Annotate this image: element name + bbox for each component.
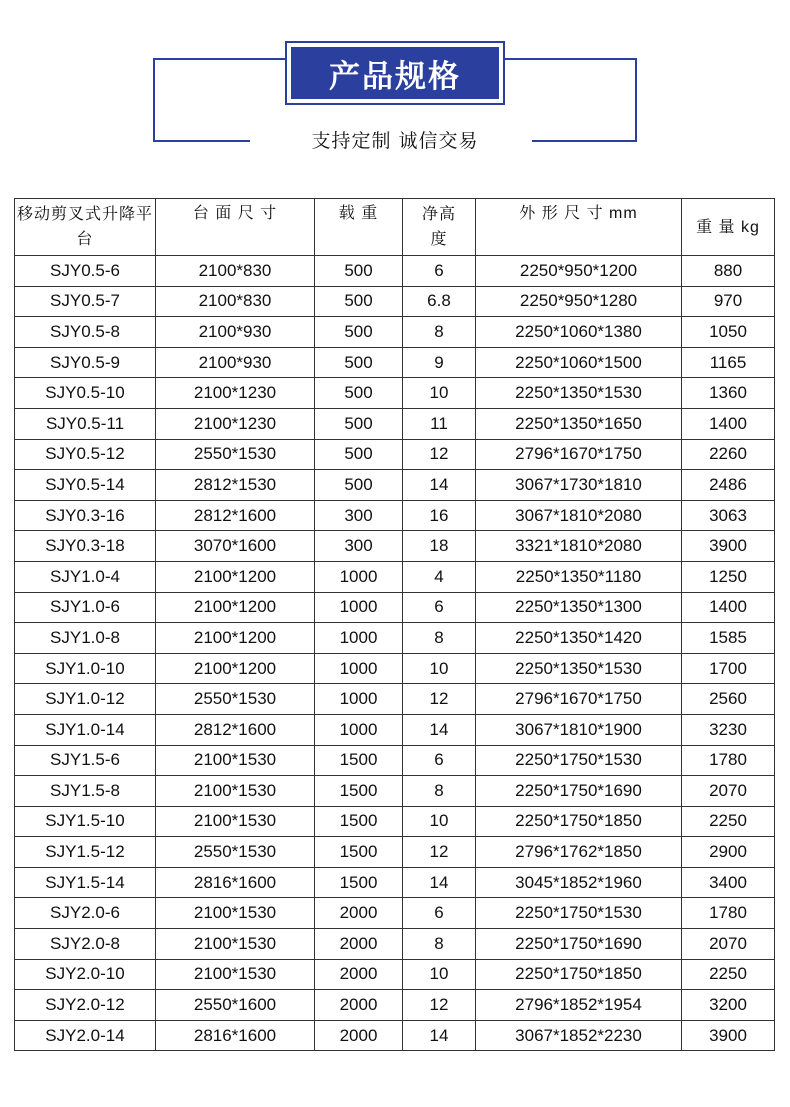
dimensions-cell: 2250*1750*1690: [476, 929, 682, 960]
model-cell: SJY0.5-10: [15, 378, 156, 409]
table-row: [15, 806, 775, 837]
model-cell: SJY2.0-12: [15, 990, 156, 1021]
dimensions-cell: 2250*1750*1850: [476, 806, 682, 837]
height-cell: 14: [403, 867, 476, 898]
load-cell: 500: [315, 378, 403, 409]
model-cell: SJY1.5-8: [15, 776, 156, 807]
dimensions-cell: 2250*1350*1420: [476, 623, 682, 654]
model-cell: SJY0.5-9: [15, 347, 156, 378]
load-cell: 500: [315, 439, 403, 470]
model-cell: SJY2.0-10: [15, 959, 156, 990]
load-cell: 1000: [315, 714, 403, 745]
height-cell: 10: [403, 959, 476, 990]
dimensions-cell: 3067*1730*1810: [476, 470, 682, 501]
model-cell: SJY1.5-14: [15, 867, 156, 898]
height-cell: 10: [403, 806, 476, 837]
weight-cell: 1700: [682, 653, 775, 684]
frame-left-top: [153, 58, 285, 60]
dimensions-cell: 2250*1350*1180: [476, 561, 682, 592]
table-row: [15, 347, 775, 378]
column-header-load: 载 重: [315, 199, 403, 256]
dimensions-cell: 2796*1762*1850: [476, 837, 682, 868]
dimensions-cell: 2250*1060*1500: [476, 347, 682, 378]
weight-cell: 2900: [682, 837, 775, 868]
dimensions-cell: 2796*1670*1750: [476, 439, 682, 470]
model-cell: SJY2.0-6: [15, 898, 156, 929]
dimensions-cell: 2250*1750*1850: [476, 959, 682, 990]
height-cell: 6: [403, 256, 476, 287]
height-cell: 12: [403, 990, 476, 1021]
platform-size-cell: 2100*830: [156, 256, 315, 287]
weight-cell: 2250: [682, 959, 775, 990]
weight-cell: 3230: [682, 714, 775, 745]
model-cell: SJY1.0-14: [15, 714, 156, 745]
platform-size-cell: 2100*930: [156, 317, 315, 348]
table-row: [15, 959, 775, 990]
dimensions-cell: 2250*950*1200: [476, 256, 682, 287]
weight-cell: 3063: [682, 500, 775, 531]
table-row: [15, 561, 775, 592]
model-cell: SJY0.3-16: [15, 500, 156, 531]
weight-cell: 880: [682, 256, 775, 287]
dimensions-cell: 2250*1060*1380: [476, 317, 682, 348]
dimensions-cell: 3067*1810*1900: [476, 714, 682, 745]
height-cell: 8: [403, 623, 476, 654]
platform-size-cell: 2100*1530: [156, 806, 315, 837]
weight-cell: 2250: [682, 806, 775, 837]
column-header-height: 净高度: [403, 199, 476, 256]
table-row: [15, 623, 775, 654]
height-cell: 6: [403, 745, 476, 776]
weight-cell: 3900: [682, 531, 775, 562]
model-cell: SJY0.5-14: [15, 470, 156, 501]
model-cell: SJY2.0-14: [15, 1020, 156, 1051]
load-cell: 2000: [315, 990, 403, 1021]
height-cell: 4: [403, 561, 476, 592]
table-row: [15, 990, 775, 1021]
model-cell: SJY0.3-18: [15, 531, 156, 562]
height-cell: 14: [403, 470, 476, 501]
frame-left-bottom: [153, 140, 250, 142]
dimensions-cell: 2250*1750*1530: [476, 745, 682, 776]
dimensions-cell: 2250*1350*1530: [476, 653, 682, 684]
table-row: [15, 898, 775, 929]
dimensions-cell: 3067*1852*2230: [476, 1020, 682, 1051]
model-cell: SJY0.5-12: [15, 439, 156, 470]
load-cell: 1000: [315, 623, 403, 654]
load-cell: 2000: [315, 929, 403, 960]
dimensions-cell: 2250*1350*1650: [476, 408, 682, 439]
platform-size-cell: 2100*930: [156, 347, 315, 378]
load-cell: 1500: [315, 806, 403, 837]
weight-cell: 3900: [682, 1020, 775, 1051]
model-cell: SJY0.5-11: [15, 408, 156, 439]
platform-size-cell: 2550*1600: [156, 990, 315, 1021]
table-row: [15, 929, 775, 960]
model-cell: SJY1.5-12: [15, 837, 156, 868]
dimensions-cell: 2796*1670*1750: [476, 684, 682, 715]
weight-cell: 2070: [682, 929, 775, 960]
table-row: [15, 439, 775, 470]
height-cell: 14: [403, 714, 476, 745]
height-cell: 8: [403, 317, 476, 348]
load-cell: 1000: [315, 592, 403, 623]
model-cell: SJY0.5-6: [15, 256, 156, 287]
weight-cell: 1780: [682, 898, 775, 929]
frame-right-top: [505, 58, 637, 60]
height-cell: 16: [403, 500, 476, 531]
table-row: [15, 408, 775, 439]
frame-right-vertical: [635, 58, 637, 142]
model-cell: SJY1.5-6: [15, 745, 156, 776]
table-body: [15, 256, 775, 1051]
weight-cell: 2070: [682, 776, 775, 807]
table-row: [15, 531, 775, 562]
dimensions-cell: 2250*950*1280: [476, 286, 682, 317]
model-cell: SJY1.0-6: [15, 592, 156, 623]
model-cell: SJY1.0-8: [15, 623, 156, 654]
weight-cell: 1050: [682, 317, 775, 348]
platform-size-cell: 2100*830: [156, 286, 315, 317]
load-cell: 500: [315, 317, 403, 348]
column-header-platform-size: 台 面 尺 寸: [156, 199, 315, 256]
height-cell: 12: [403, 837, 476, 868]
dimensions-cell: 2250*1750*1530: [476, 898, 682, 929]
table-row: [15, 745, 775, 776]
load-cell: 1000: [315, 653, 403, 684]
spec-header: [0, 0, 790, 170]
platform-size-cell: 2812*1600: [156, 500, 315, 531]
height-cell: 11: [403, 408, 476, 439]
dimensions-cell: 2250*1350*1300: [476, 592, 682, 623]
platform-size-cell: 2816*1600: [156, 1020, 315, 1051]
model-cell: SJY0.5-8: [15, 317, 156, 348]
platform-size-cell: 2100*1530: [156, 776, 315, 807]
load-cell: 1500: [315, 867, 403, 898]
column-header-dimensions: 外 形 尺 寸 mm: [476, 199, 682, 256]
table-row: [15, 1020, 775, 1051]
frame-left-vertical: [153, 58, 155, 142]
height-cell: 14: [403, 1020, 476, 1051]
table-row: [15, 714, 775, 745]
table-row: [15, 867, 775, 898]
platform-size-cell: 2100*1230: [156, 378, 315, 409]
height-cell: 9: [403, 347, 476, 378]
height-cell: 8: [403, 929, 476, 960]
platform-size-cell: 3070*1600: [156, 531, 315, 562]
dimensions-cell: 2250*1750*1690: [476, 776, 682, 807]
model-cell: SJY1.0-4: [15, 561, 156, 592]
table-row: [15, 286, 775, 317]
load-cell: 2000: [315, 898, 403, 929]
frame-right-bottom: [532, 140, 637, 142]
platform-size-cell: 2100*1530: [156, 745, 315, 776]
page-subtitle: 支持定制 诚信交易: [311, 130, 479, 152]
weight-cell: 1360: [682, 378, 775, 409]
platform-size-cell: 2100*1200: [156, 653, 315, 684]
platform-size-cell: 2100*1530: [156, 898, 315, 929]
load-cell: 1000: [315, 684, 403, 715]
table-row: [15, 317, 775, 348]
platform-size-cell: 2100*1530: [156, 929, 315, 960]
table-row: [15, 378, 775, 409]
load-cell: 500: [315, 347, 403, 378]
load-cell: 2000: [315, 1020, 403, 1051]
table-row: [15, 500, 775, 531]
table-row: [15, 592, 775, 623]
platform-size-cell: 2100*1200: [156, 592, 315, 623]
dimensions-cell: 2796*1852*1954: [476, 990, 682, 1021]
height-cell: 12: [403, 439, 476, 470]
model-cell: SJY2.0-8: [15, 929, 156, 960]
load-cell: 500: [315, 286, 403, 317]
dimensions-cell: 3067*1810*2080: [476, 500, 682, 531]
height-cell: 6: [403, 898, 476, 929]
load-cell: 500: [315, 256, 403, 287]
load-cell: 2000: [315, 959, 403, 990]
weight-cell: 970: [682, 286, 775, 317]
weight-cell: 1165: [682, 347, 775, 378]
load-cell: 1000: [315, 561, 403, 592]
load-cell: 300: [315, 500, 403, 531]
dimensions-cell: 3321*1810*2080: [476, 531, 682, 562]
table-row: [15, 837, 775, 868]
dimensions-cell: 3045*1852*1960: [476, 867, 682, 898]
title-box: [285, 41, 505, 105]
weight-cell: 2560: [682, 684, 775, 715]
height-cell: 6.8: [403, 286, 476, 317]
page-title: 产品规格: [291, 47, 499, 99]
platform-size-cell: 2100*1530: [156, 959, 315, 990]
model-cell: SJY1.5-10: [15, 806, 156, 837]
model-cell: SJY0.5-7: [15, 286, 156, 317]
dimensions-cell: 2250*1350*1530: [476, 378, 682, 409]
platform-size-cell: 2550*1530: [156, 684, 315, 715]
height-cell: 10: [403, 378, 476, 409]
weight-cell: 3200: [682, 990, 775, 1021]
weight-cell: 2260: [682, 439, 775, 470]
platform-size-cell: 2812*1600: [156, 714, 315, 745]
table-row: [15, 684, 775, 715]
model-cell: SJY1.0-10: [15, 653, 156, 684]
table-row: [15, 256, 775, 287]
height-cell: 6: [403, 592, 476, 623]
table-row: [15, 470, 775, 501]
load-cell: 1500: [315, 837, 403, 868]
platform-size-cell: 2812*1530: [156, 470, 315, 501]
height-cell: 10: [403, 653, 476, 684]
load-cell: 1500: [315, 776, 403, 807]
height-cell: 12: [403, 684, 476, 715]
model-cell: SJY1.0-12: [15, 684, 156, 715]
load-cell: 1500: [315, 745, 403, 776]
platform-size-cell: 2100*1200: [156, 623, 315, 654]
table-row: [15, 653, 775, 684]
column-header-weight: 重 量 kg: [682, 199, 775, 256]
column-header-model: 移动剪叉式升降平台: [15, 199, 156, 256]
platform-size-cell: 2816*1600: [156, 867, 315, 898]
weight-cell: 1585: [682, 623, 775, 654]
platform-size-cell: 2100*1200: [156, 561, 315, 592]
weight-cell: 3400: [682, 867, 775, 898]
weight-cell: 1400: [682, 408, 775, 439]
load-cell: 500: [315, 408, 403, 439]
height-cell: 18: [403, 531, 476, 562]
load-cell: 500: [315, 470, 403, 501]
load-cell: 300: [315, 531, 403, 562]
weight-cell: 1250: [682, 561, 775, 592]
weight-cell: 2486: [682, 470, 775, 501]
platform-size-cell: 2550*1530: [156, 837, 315, 868]
table-header-row: [15, 199, 775, 256]
platform-size-cell: 2100*1230: [156, 408, 315, 439]
weight-cell: 1400: [682, 592, 775, 623]
spec-table: [14, 198, 775, 1051]
platform-size-cell: 2550*1530: [156, 439, 315, 470]
height-cell: 8: [403, 776, 476, 807]
weight-cell: 1780: [682, 745, 775, 776]
table-row: [15, 776, 775, 807]
